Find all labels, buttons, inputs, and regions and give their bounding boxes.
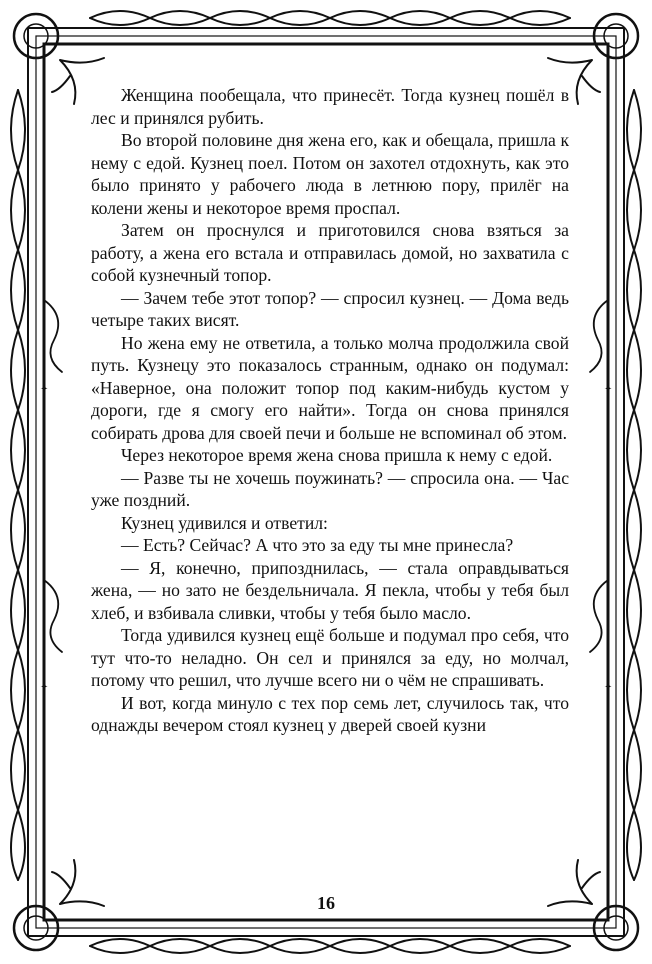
paragraph: — Я, конечно, припозднилась, — стала оправдываться жена, — но зато не бездельничала. Я пекла, чтобы у тебя был хлеб, и взбивала сливки, чтобы у тебя было масло. (91, 557, 569, 623)
svg-text:✦: ✦ (40, 682, 49, 693)
paragraph: — Разве ты не хочешь поужинать? — спросила она. — Час уже поздний. (91, 467, 569, 510)
paragraph: Кузнец удивился и ответил: (121, 512, 328, 533)
paragraph: И вот, когда минуло с тех пор семь лет, случилось так, что однажды вечером стоял кузнец у дверей своей кузни (91, 692, 569, 735)
paragraph: — Есть? Сейчас? А что это за еду ты мне принесла? (121, 535, 514, 555)
paragraph: Во второй половине дня жена его, как и обещала, пришла к нему с едой. Кузнец поел. Потом он захотел отдохнуть, как это было принято у рабочего люда в летнюю пору, прилёг на колени жены и некоторое время проспал. (91, 130, 569, 218)
page-number: 16 (317, 893, 335, 913)
svg-text:✦: ✦ (40, 384, 49, 395)
paragraph: — Зачем тебе этот топор? — спросил кузнец. — Дома ведь четыре таких висят. (91, 287, 569, 330)
body-text (91, 84, 569, 737)
paragraph: Женщина пообещала, что принесёт. Тогда кузнец пошёл в лес и принялся рубить. (91, 85, 569, 128)
svg-text:✦: ✦ (604, 384, 613, 395)
svg-text:✦: ✦ (604, 682, 613, 693)
paragraph: Затем он проснулся и приготовился снова взяться за работу, а жена его встала и отправилась домой, но захватила с собой кузнечный топор. (91, 220, 569, 285)
paragraph: Но жена ему не ответила, а только молча продолжила свой путь. Кузнецу это показалось странным, однако он подумал: «Наверное, она положит топор под каким-нибудь кустом у дороги, где я смогу его найти». Тогда он снова принялся собирать дрова для своей печи и больше не вспоминал об этом. (91, 332, 569, 443)
paragraph: Через некоторое время жена снова пришла к нему с едой. (121, 445, 553, 465)
paragraph: Тогда удивился кузнец ещё больше и подумал про себя, что тут что-то неладно. Он сел и принялся за еду, но молчал, потому что решил, что лучше всего ни о чём не спрашивать. (91, 625, 569, 690)
